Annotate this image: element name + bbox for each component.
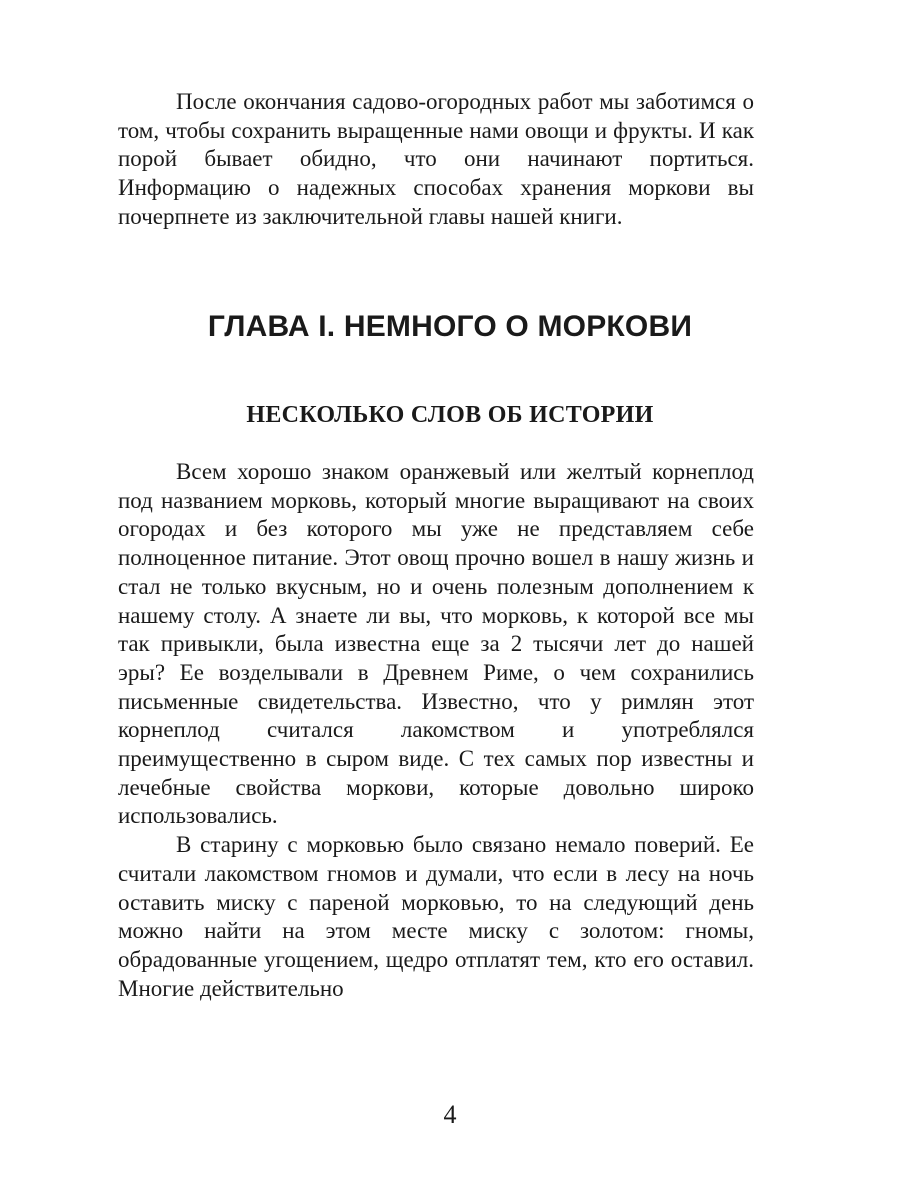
intro-text-block xyxy=(118,88,754,232)
chapter-title: ГЛАВА I. НЕМНОГО О МОРКОВИ xyxy=(207,310,693,343)
body-paragraph-1: Всем хорошо знаком оранжевый или желтый корнеплод под названием морковь, который многие выращивают на своих огородах и без которого мы уже не представляем себе полноценное питание. Этот овощ прочно вошел в нашу жизнь и стал не только вкусным, но и очень полезным дополнением к нашему столу. А знаете ли вы, что морковь, к которой все мы так привыкли, была известна еще за 2 тысячи лет до нашей эры? Ее возделывали в Древнем Риме, о чем сохранились письменные свидетельства. Известно, что у римлян этот корнеплод считался лакомством и употреблялся преимущественно в сыром виде. С тех самых пор известны и лечебные свойства моркови, которые довольно широко использовались. xyxy=(118,459,754,829)
section-text-block xyxy=(118,458,754,1003)
intro-paragraph: После окончания садово-огородных работ мы заботимся о том, чтобы сохранить выращенные нами овощи и фрукты. И как порой бывает обидно, что они начинают портиться. Информацию о надежных способах хранения моркови вы почерпнете из заключительной главы нашей книги. xyxy=(118,89,754,229)
body-paragraph-2: В старину с морковью было связано немало поверий. Ее считали лакомством гномов и думали, что если в лесу на ночь оставить миску с пареной морковью, то на следующий день можно найти на этом месте миску с золотом: гномы, обрадованные угощением, щедро отплатят тем, кто его оставил. Многие действительно xyxy=(118,832,754,1001)
section-title: НЕСКОЛЬКО СЛОВ ОБ ИСТОРИИ xyxy=(246,402,654,428)
page-number: 4 xyxy=(443,1100,457,1129)
